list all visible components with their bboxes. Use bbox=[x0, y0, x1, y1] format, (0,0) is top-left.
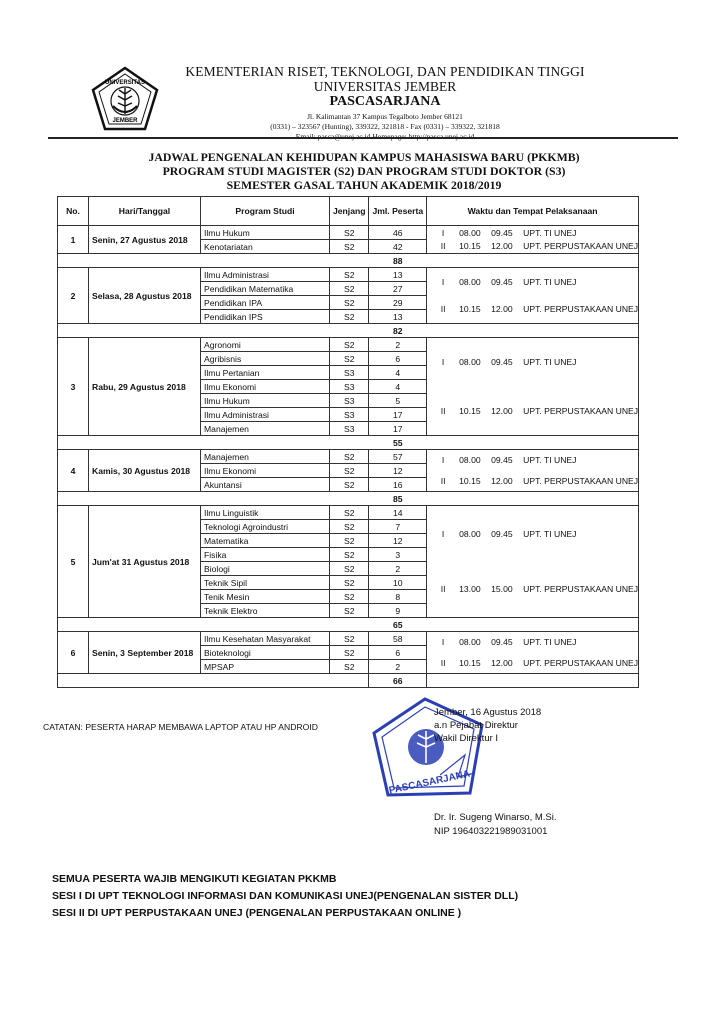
session-start: 08.00 bbox=[459, 357, 481, 368]
schedule-table bbox=[57, 196, 639, 688]
document-subtitle: PROGRAM STUDI MAGISTER (S2) DAN PROGRAM STUDI DOKTOR (S3) bbox=[162, 164, 566, 178]
group-total: 55 bbox=[369, 436, 427, 450]
session-start: 10.15 bbox=[459, 475, 481, 486]
program-name: Tenik Mesin bbox=[201, 590, 330, 604]
session-end: 12.00 bbox=[491, 657, 513, 668]
session-end: 09.45 bbox=[491, 528, 513, 539]
letterhead-divider bbox=[48, 137, 678, 139]
participant-count: 17 bbox=[369, 408, 427, 422]
program-name: Teknologi Agroindustri bbox=[201, 520, 330, 534]
session-slot bbox=[427, 474, 638, 487]
session-number: II bbox=[440, 584, 446, 595]
program-name: Ilmu Hukum bbox=[201, 226, 330, 240]
total-row bbox=[58, 674, 639, 688]
program-name: Pendidikan IPA bbox=[201, 296, 330, 310]
program-name: Biologi bbox=[201, 562, 330, 576]
row-number: 3 bbox=[58, 338, 89, 436]
program-name: Bioteknologi bbox=[201, 646, 330, 660]
session-place: UPT. PERPUSTAKAAN UNEJ bbox=[523, 405, 639, 416]
table-row bbox=[58, 632, 639, 646]
session-end: 12.00 bbox=[491, 405, 513, 416]
group-total: 85 bbox=[369, 492, 427, 506]
participant-count: 42 bbox=[369, 240, 427, 254]
program-name: Ilmu Administrasi bbox=[201, 268, 330, 282]
session-start: 08.00 bbox=[459, 276, 481, 287]
svg-text:PASCASARJANA: PASCASARJANA bbox=[387, 768, 472, 797]
program-name: Agribisnis bbox=[201, 352, 330, 366]
table-row bbox=[58, 506, 639, 520]
participant-count: 13 bbox=[369, 268, 427, 282]
table-row bbox=[58, 226, 639, 240]
program-level: S3 bbox=[330, 422, 369, 436]
document-title: JADWAL PENGENALAN KEHIDUPAN KAMPUS MAHASISWA BARU (PKKMB) bbox=[148, 150, 580, 164]
participant-count: 17 bbox=[369, 422, 427, 436]
session-place: UPT. PERPUSTAKAAN UNEJ bbox=[523, 584, 639, 595]
header-program: Program Studi bbox=[201, 197, 330, 226]
total-spacer bbox=[427, 492, 639, 506]
svg-text:JEMBER: JEMBER bbox=[112, 118, 138, 124]
program-level: S2 bbox=[330, 590, 369, 604]
session-number: II bbox=[440, 241, 446, 252]
participant-count: 10 bbox=[369, 576, 427, 590]
session-number: II bbox=[440, 405, 446, 416]
row-number: 5 bbox=[58, 506, 89, 618]
participant-count: 12 bbox=[369, 464, 427, 478]
session-end: 09.45 bbox=[491, 276, 513, 287]
program-level: S2 bbox=[330, 562, 369, 576]
row-date: Kamis, 30 Agustus 2018 bbox=[89, 450, 201, 492]
participant-count: 2 bbox=[369, 338, 427, 352]
row-date: Senin, 3 September 2018 bbox=[89, 632, 201, 674]
participant-count: 3 bbox=[369, 548, 427, 562]
program-level: S2 bbox=[330, 450, 369, 464]
session-slot bbox=[427, 240, 638, 253]
program-level: S2 bbox=[330, 604, 369, 618]
session-place: UPT. TI UNEJ bbox=[523, 357, 577, 368]
participant-count: 12 bbox=[369, 534, 427, 548]
session-place: UPT. PERPUSTAKAAN UNEJ bbox=[523, 657, 639, 668]
session-start: 10.15 bbox=[459, 304, 481, 315]
header-level: Jenjang bbox=[330, 197, 369, 226]
program-level: S2 bbox=[330, 226, 369, 240]
program-name: Pendidikan IPS bbox=[201, 310, 330, 324]
session-slot bbox=[427, 226, 638, 239]
program-name: Ilmu Administrasi bbox=[201, 408, 330, 422]
program-level: S2 bbox=[330, 352, 369, 366]
header-count: Jml. Peserta bbox=[369, 197, 427, 226]
session-slot bbox=[427, 303, 638, 316]
group-total: 82 bbox=[369, 324, 427, 338]
program-name: MPSAP bbox=[201, 660, 330, 674]
program-name: Kenotariatan bbox=[201, 240, 330, 254]
session-end: 09.45 bbox=[491, 357, 513, 368]
program-level: S2 bbox=[330, 296, 369, 310]
letterhead bbox=[0, 62, 728, 144]
table-row bbox=[58, 338, 639, 352]
session-place: UPT. TI UNEJ bbox=[523, 637, 577, 648]
header-no: No. bbox=[58, 197, 89, 226]
table-row bbox=[58, 450, 639, 464]
program-level: S2 bbox=[330, 548, 369, 562]
program-level: S3 bbox=[330, 408, 369, 422]
group-total: 88 bbox=[369, 254, 427, 268]
group-total: 65 bbox=[369, 618, 427, 632]
session-slot bbox=[427, 404, 638, 417]
time-place-cell bbox=[427, 506, 639, 618]
total-spacer bbox=[58, 436, 369, 450]
total-spacer bbox=[58, 674, 369, 688]
faculty-name: PASCASARJANA bbox=[329, 94, 441, 109]
program-level: S2 bbox=[330, 478, 369, 492]
ministry-name: KEMENTERIAN RISET, TEKNOLOGI, DAN PENDIDIKAN TINGGI bbox=[185, 64, 585, 79]
row-number: 4 bbox=[58, 450, 89, 492]
time-place-cell bbox=[427, 268, 639, 324]
session-end: 12.00 bbox=[491, 304, 513, 315]
session-place: UPT. PERPUSTAKAAN UNEJ bbox=[523, 241, 639, 252]
session-end: 15.00 bbox=[491, 584, 513, 595]
session-number: II bbox=[440, 475, 446, 486]
university-name: UNIVERSITAS JEMBER bbox=[313, 79, 457, 94]
program-level: S2 bbox=[330, 534, 369, 548]
participant-count: 57 bbox=[369, 450, 427, 464]
session-place: UPT. TI UNEJ bbox=[523, 528, 577, 539]
total-row bbox=[58, 436, 639, 450]
participant-count: 2 bbox=[369, 562, 427, 576]
session-slot bbox=[427, 527, 638, 540]
participant-count: 8 bbox=[369, 590, 427, 604]
program-name: Ilmu Kesehatan Masyarakat bbox=[201, 632, 330, 646]
session-slot bbox=[427, 356, 638, 369]
svg-text:UNIVERSITAS: UNIVERSITAS bbox=[105, 80, 145, 86]
participant-count: 6 bbox=[369, 646, 427, 660]
address: Jl. Kalimantan 37 Kampus Tegalboto Jember 68121 bbox=[307, 112, 463, 121]
program-level: S2 bbox=[330, 576, 369, 590]
session-place: UPT. TI UNEJ bbox=[523, 455, 577, 466]
participant-count: 29 bbox=[369, 296, 427, 310]
program-level: S2 bbox=[330, 660, 369, 674]
session-start: 10.15 bbox=[459, 657, 481, 668]
participant-count: 27 bbox=[369, 282, 427, 296]
footer-line-3: SESI II DI UPT PERPUSTAKAAN UNEJ (PENGENALAN PERPUSTAKAAN ONLINE ) bbox=[52, 907, 462, 919]
row-date: Rabu, 29 Agustus 2018 bbox=[89, 338, 201, 436]
program-name: Teknik Elektro bbox=[201, 604, 330, 618]
program-name: Akuntansi bbox=[201, 478, 330, 492]
session-place: UPT. TI UNEJ bbox=[523, 227, 577, 238]
program-level: S2 bbox=[330, 282, 369, 296]
time-place-cell bbox=[427, 226, 639, 254]
program-name: Agronomi bbox=[201, 338, 330, 352]
participant-count: 9 bbox=[369, 604, 427, 618]
program-name: Pendidikan Matematika bbox=[201, 282, 330, 296]
signatory-nip: NIP 196403221989031001 bbox=[434, 826, 548, 837]
total-row bbox=[58, 618, 639, 632]
program-level: S2 bbox=[330, 506, 369, 520]
participant-count: 4 bbox=[369, 380, 427, 394]
program-name: Fisika bbox=[201, 548, 330, 562]
session-place: UPT. TI UNEJ bbox=[523, 276, 577, 287]
total-row bbox=[58, 492, 639, 506]
session-slot bbox=[427, 454, 638, 467]
session-number: I bbox=[441, 276, 445, 287]
session-start: 13.00 bbox=[459, 584, 481, 595]
row-number: 6 bbox=[58, 632, 89, 674]
total-spacer bbox=[427, 436, 639, 450]
session-number: II bbox=[440, 657, 446, 668]
program-name: Ilmu Ekonomi bbox=[201, 380, 330, 394]
participant-count: 7 bbox=[369, 520, 427, 534]
session-number: I bbox=[441, 357, 445, 368]
document-semester: SEMESTER GASAL TAHUN AKADEMIK 2018/2019 bbox=[226, 178, 502, 192]
total-spacer bbox=[58, 618, 369, 632]
participant-count: 14 bbox=[369, 506, 427, 520]
program-name: Ilmu Hukum bbox=[201, 394, 330, 408]
note: CATATAN: PESERTA HARAP MEMBAWA LAPTOP ATAU HP ANDROID bbox=[43, 722, 318, 732]
participant-count: 16 bbox=[369, 478, 427, 492]
session-start: 08.00 bbox=[459, 637, 481, 648]
session-slot bbox=[427, 656, 638, 669]
participant-count: 4 bbox=[369, 366, 427, 380]
program-level: S3 bbox=[330, 366, 369, 380]
session-number: I bbox=[441, 637, 445, 648]
signature-position: Wakil Direktur I bbox=[434, 733, 499, 744]
program-level: S2 bbox=[330, 646, 369, 660]
footer-line-1: SEMUA PESERTA WAJIB MENGIKUTI KEGIATAN PKKMB bbox=[52, 873, 337, 885]
total-spacer bbox=[427, 254, 639, 268]
total-spacer bbox=[427, 324, 639, 338]
program-name: Ilmu Linguistik bbox=[201, 506, 330, 520]
program-level: S3 bbox=[330, 394, 369, 408]
group-total: 66 bbox=[369, 674, 427, 688]
time-place-cell bbox=[427, 632, 639, 674]
participant-count: 13 bbox=[369, 310, 427, 324]
program-name: Manajemen bbox=[201, 450, 330, 464]
program-level: S2 bbox=[330, 520, 369, 534]
session-number: I bbox=[441, 455, 445, 466]
program-level: S3 bbox=[330, 380, 369, 394]
phone-fax: (0331) – 323567 (Hunting), 339322, 321818 - Fax (0331) – 339322, 321818 bbox=[270, 122, 500, 131]
session-start: 08.00 bbox=[459, 227, 481, 238]
program-level: S2 bbox=[330, 338, 369, 352]
program-level: S2 bbox=[330, 268, 369, 282]
signatory-name: Dr. Ir. Sugeng Winarso, M.Si. bbox=[434, 812, 557, 823]
program-level: S2 bbox=[330, 464, 369, 478]
total-spacer bbox=[58, 324, 369, 338]
session-number: I bbox=[441, 227, 445, 238]
row-number: 2 bbox=[58, 268, 89, 324]
session-slot bbox=[427, 583, 638, 596]
email-homepage: Email: pasca@unej.ac.id Homepage: http://pasca.unej.ac.id bbox=[295, 132, 475, 141]
program-level: S2 bbox=[330, 240, 369, 254]
session-end: 09.45 bbox=[491, 227, 513, 238]
program-name: Manajemen bbox=[201, 422, 330, 436]
participant-count: 58 bbox=[369, 632, 427, 646]
program-name: Teknik Sipil bbox=[201, 576, 330, 590]
participant-count: 6 bbox=[369, 352, 427, 366]
session-end: 09.45 bbox=[491, 455, 513, 466]
signature-on-behalf: a.n Pejabat Direktur bbox=[434, 720, 518, 731]
session-number: II bbox=[440, 304, 446, 315]
total-spacer bbox=[427, 618, 639, 632]
header-day: Hari/Tanggal bbox=[89, 197, 201, 226]
program-name: Ilmu Ekonomi bbox=[201, 464, 330, 478]
row-date: Jum'at 31 Agustus 2018 bbox=[89, 506, 201, 618]
session-start: 10.15 bbox=[459, 405, 481, 416]
session-start: 08.00 bbox=[459, 528, 481, 539]
session-start: 10.15 bbox=[459, 241, 481, 252]
footer-line-2: SESI I DI UPT TEKNOLOGI INFORMASI DAN KOMUNIKASI UNEJ(PENGENALAN SISTER DLL) bbox=[52, 890, 519, 902]
session-place: UPT. PERPUSTAKAAN UNEJ bbox=[523, 475, 639, 486]
table-header-row bbox=[58, 197, 639, 226]
program-level: S2 bbox=[330, 310, 369, 324]
participant-count: 2 bbox=[369, 660, 427, 674]
total-spacer bbox=[427, 674, 639, 688]
session-end: 09.45 bbox=[491, 637, 513, 648]
program-name: Matematika bbox=[201, 534, 330, 548]
total-row bbox=[58, 254, 639, 268]
time-place-cell bbox=[427, 450, 639, 492]
session-start: 08.00 bbox=[459, 455, 481, 466]
signature-place-date: Jember, 16 Agustus 2018 bbox=[434, 707, 542, 718]
total-spacer bbox=[58, 254, 369, 268]
session-number: I bbox=[441, 528, 445, 539]
participant-count: 46 bbox=[369, 226, 427, 240]
row-date: Selasa, 28 Agustus 2018 bbox=[89, 268, 201, 324]
table-row bbox=[58, 268, 639, 282]
session-end: 12.00 bbox=[491, 475, 513, 486]
row-date: Senin, 27 Agustus 2018 bbox=[89, 226, 201, 254]
session-slot bbox=[427, 275, 638, 288]
program-name: Ilmu Pertanian bbox=[201, 366, 330, 380]
session-place: UPT. PERPUSTAKAAN UNEJ bbox=[523, 304, 639, 315]
program-level: S2 bbox=[330, 632, 369, 646]
header-time-place: Waktu dan Tempat Pelaksanaan bbox=[427, 197, 639, 226]
total-spacer bbox=[58, 492, 369, 506]
session-slot bbox=[427, 636, 638, 649]
total-row bbox=[58, 324, 639, 338]
row-number: 1 bbox=[58, 226, 89, 254]
session-end: 12.00 bbox=[491, 241, 513, 252]
participant-count: 5 bbox=[369, 394, 427, 408]
time-place-cell bbox=[427, 338, 639, 436]
